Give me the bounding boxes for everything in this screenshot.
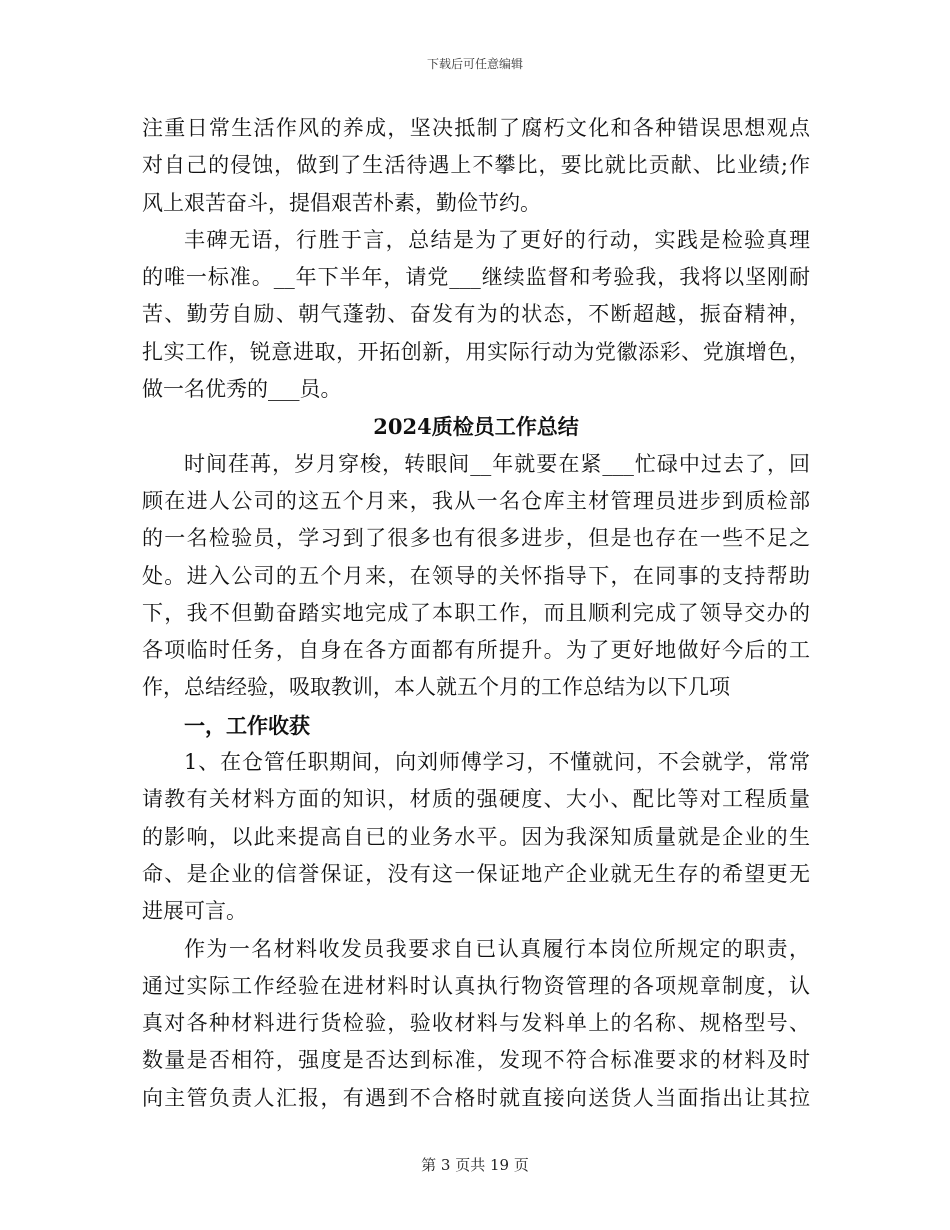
paragraph-line: 风上艰苦奋斗，提倡艰苦朴素，勤俭节约。 (142, 190, 541, 215)
paragraph-line: 1、在仓管任职期间，向刘师傅学习，不懂就问，不会就学，常常 (184, 750, 810, 775)
paragraph-line: 请教有关材料方面的知识，材质的强硬度、大小、配比等对工程质量 (142, 787, 810, 812)
document-body (142, 110, 810, 1117)
paragraph-line: 时间荏苒，岁月穿梭，转眼间__年就要在紧___忙碌中过去了，回 (184, 451, 810, 476)
page-footer: 第 3 页共 19 页 (421, 1156, 529, 1174)
paragraph-line: 真对各种材料进行货检验，验收材料与发料单上的名称、规格型号、 (142, 1011, 810, 1036)
paragraph-line: 各项临时任务，自身在各方面都有所提升。为了更好地做好今后的工 (142, 638, 810, 663)
paragraph-line: 通过实际工作经验在进材料时认真执行物资管理的各项规章制度，认 (142, 973, 810, 998)
paragraph-line: 进展可言。 (142, 899, 247, 924)
paragraph-line: 扎实工作，锐意进取，开拓创新，用实际行动为党徽添彩、党旗增色， (142, 339, 810, 364)
paragraph-line: 作为一名材料收发员我要求自已认真履行本岗位所规定的职责， (184, 936, 810, 961)
section-title: 2024质检员工作总结 (373, 414, 579, 440)
paragraph-line: 顾在进人公司的这五个月来，我从一名仓库主材管理员进步到质检部 (142, 488, 810, 513)
paragraph-line: 做一名优秀的___员。 (142, 377, 342, 402)
section-heading: 一，工作收获 (184, 712, 310, 738)
paragraph-line: 命、是企业的信誉保证，没有这一保证地产企业就无生存的希望更无 (142, 861, 810, 886)
paragraph-line: 数量是否相符，强度是否达到标准，发现不符合标准要求的材料及时 (142, 1048, 810, 1073)
paragraph-line: 向主管负责人汇报，有遇到不合格时就直接向送货人当面指出让其拉 (142, 1085, 810, 1110)
paragraph-line: 下，我不但勤奋踏实地完成了本职工作，而且顺利完成了领导交办的 (142, 600, 810, 625)
paragraph-line: 作，总结经验，吸取教训，本人就五个月的工作总结为以下几项 (142, 675, 730, 700)
paragraph-line: 的唯一标准。__年下半年，请党___继续监督和考验我，我将以坚刚耐 (142, 265, 810, 290)
paragraph-line: 苦、勤劳自励、朝气蓬勃、奋发有为的状态，不断超越，振奋精神， (142, 302, 810, 327)
paragraph-line: 丰碑无语，行胜于言，总结是为了更好的行动，实践是检验真理 (184, 227, 810, 252)
paragraph-line: 对自己的侵蚀，做到了生活待遇上不攀比，要比就比贡献、比业绩;作 (142, 153, 810, 178)
page-header: 下载后可任意编辑 (426, 57, 523, 71)
paragraph-line: 注重日常生活作风的养成，坚决抵制了腐朽文化和各种错误思想观点 (142, 116, 810, 140)
paragraph-line: 处。进入公司的五个月来，在领导的关怀指导下，在同事的支持帮助 (142, 563, 810, 588)
paragraph-line: 的影响，以此来提高自已的业务水平。因为我深知质量就是企业的生 (142, 824, 810, 849)
paragraph-line: 的一名检验员，学习到了很多也有很多进步，但是也存在一些不足之 (142, 526, 810, 551)
